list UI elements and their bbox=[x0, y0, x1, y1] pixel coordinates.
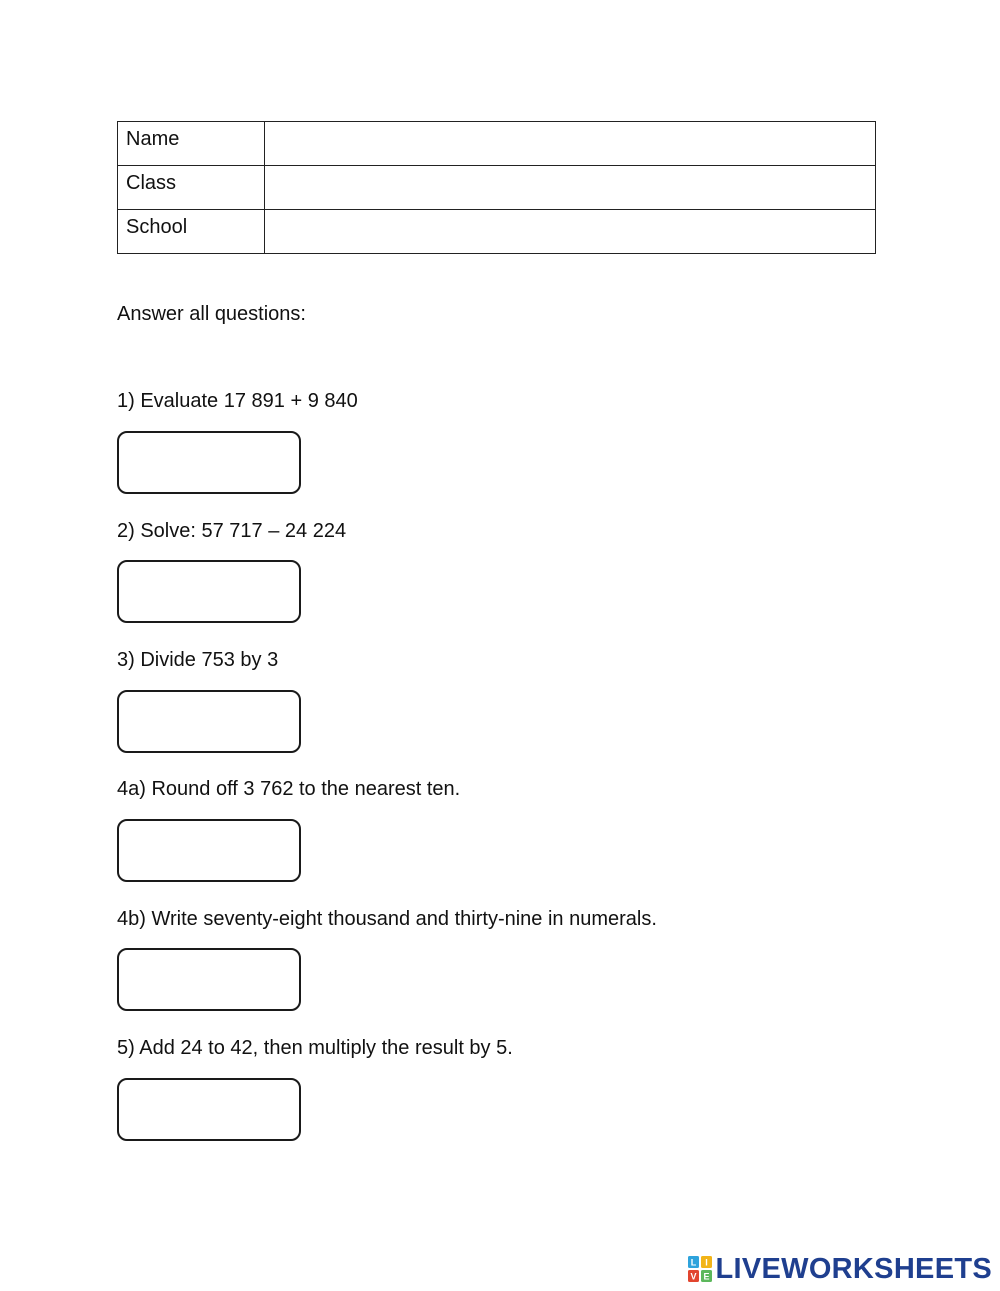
question-4a-text: 4a) Round off 3 762 to the nearest ten. bbox=[117, 778, 461, 800]
question-1-text: 1) Evaluate 17 891 + 9 840 bbox=[117, 390, 358, 412]
question-1-answer-input[interactable] bbox=[119, 433, 303, 494]
question-3-answer-box bbox=[117, 690, 301, 753]
school-input[interactable] bbox=[265, 210, 875, 253]
question-3-text: 3) Divide 753 by 3 bbox=[117, 649, 279, 671]
question-4a-answer-input[interactable] bbox=[119, 821, 303, 882]
question-2-text: 2) Solve: 57 717 – 24 224 bbox=[117, 520, 347, 542]
info-row-name bbox=[118, 122, 876, 166]
question-4b-answer-box bbox=[117, 948, 301, 1011]
question-3-answer-input[interactable] bbox=[119, 692, 303, 753]
question-5-text: 5) Add 24 to 42, then multiply the result by 5. bbox=[117, 1037, 513, 1059]
question-4b-text: 4b) Write seventy-eight thousand and thirty-nine in numerals. bbox=[117, 908, 657, 930]
liveworksheets-wordmark: LIVEWORKSHEETS bbox=[715, 1253, 992, 1285]
instructions-text: Answer all questions: bbox=[117, 303, 306, 325]
info-label-class: Class bbox=[118, 166, 265, 210]
info-row-school bbox=[118, 210, 876, 254]
info-label-school: School bbox=[118, 210, 265, 254]
question-1-answer-box bbox=[117, 431, 301, 494]
svg-text:E: E bbox=[702, 1271, 710, 1282]
info-value-school bbox=[265, 210, 876, 254]
question-5-answer-box bbox=[117, 1078, 301, 1141]
question-5-answer-input[interactable] bbox=[119, 1080, 303, 1141]
question-4a-answer-box bbox=[117, 819, 301, 882]
liveworksheets-logo-icon bbox=[688, 1256, 712, 1282]
info-value-class bbox=[265, 166, 876, 210]
question-2-answer-input[interactable] bbox=[119, 562, 303, 623]
name-input[interactable] bbox=[265, 122, 875, 165]
info-value-name bbox=[265, 122, 876, 166]
svg-text:L: L bbox=[690, 1257, 696, 1268]
student-info-table bbox=[117, 121, 876, 254]
question-4b-answer-input[interactable] bbox=[119, 950, 303, 1011]
svg-text:V: V bbox=[689, 1271, 697, 1282]
svg-text:I: I bbox=[704, 1257, 708, 1268]
question-2-answer-box bbox=[117, 560, 301, 623]
class-input[interactable] bbox=[265, 166, 875, 209]
info-label-name: Name bbox=[118, 122, 265, 166]
liveworksheets-branding bbox=[688, 1254, 993, 1284]
info-row-class bbox=[118, 166, 876, 210]
